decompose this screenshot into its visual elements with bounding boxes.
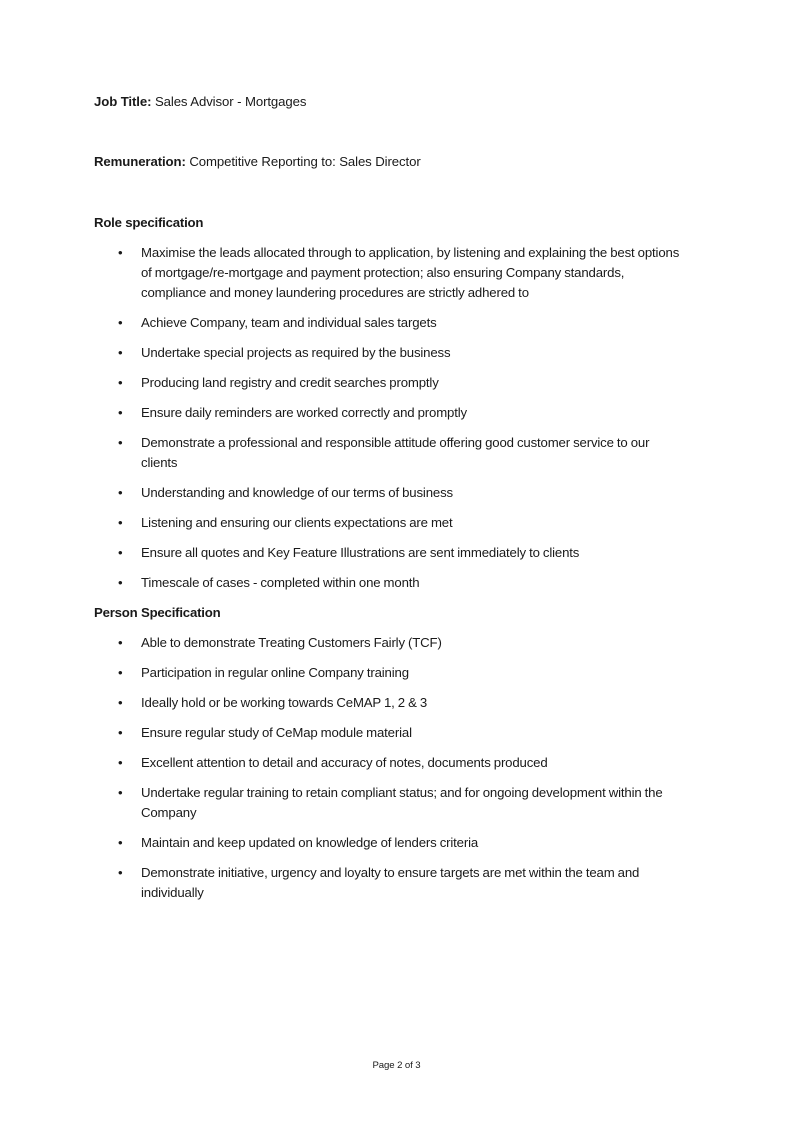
job-title-value: Sales Advisor - Mortgages [151, 94, 307, 109]
list-item-text: Ensure daily reminders are worked correctly and promptly [141, 405, 467, 420]
section-heading-role-specification: Role specification [94, 215, 204, 230]
bullet-icon: • [118, 485, 123, 500]
list-item-text: Listening and ensuring our clients expectations are met [141, 515, 453, 530]
list-item [94, 403, 684, 423]
list-item [94, 513, 684, 533]
list-item-text: Maximise the leads allocated through to application, by listening and explaining the best options of mortgage/re-mortgage and payment protection; also ensuring Company standards, compliance and money laundering procedures are strictly adhered to [141, 245, 680, 300]
list-item-text: Achieve Company, team and individual sales targets [141, 315, 437, 330]
list-item [94, 723, 684, 743]
spacer-before-person-specification [94, 593, 684, 603]
list-item-text: Ensure all quotes and Key Feature Illustrations are sent immediately to clients [141, 545, 580, 560]
bullet-icon: • [118, 755, 123, 770]
list-item-text: Undertake regular training to retain compliant status; and for ongoing development within the Company [141, 785, 663, 820]
list-item-text: Demonstrate a professional and responsible attitude offering good customer service to our clients [141, 435, 650, 470]
list-item [94, 633, 684, 653]
list-item [94, 373, 684, 393]
bullet-icon: • [118, 665, 123, 680]
bullet-icon: • [118, 245, 123, 260]
list-item [94, 833, 684, 853]
bullet-icon: • [118, 375, 123, 390]
list-item-text: Undertake special projects as required by the business [141, 345, 451, 360]
list-item [94, 313, 684, 333]
list-item-text: Able to demonstrate Treating Customers Fairly (TCF) [141, 635, 442, 650]
list-item [94, 243, 684, 303]
job-title-label: Job Title: [94, 94, 152, 109]
list-item [94, 483, 684, 503]
list-item [94, 543, 684, 563]
list-item [94, 753, 684, 773]
list-item [94, 663, 684, 683]
bullet-icon: • [118, 405, 123, 420]
bullet-icon: • [118, 315, 123, 330]
spacer-after-remuneration [94, 172, 684, 213]
remuneration-line [94, 152, 684, 172]
list-item-text: Ensure regular study of CeMap module material [141, 725, 412, 740]
bullet-icon: • [118, 725, 123, 740]
list-item-text: Demonstrate initiative, urgency and loyalty to ensure targets are met within the team and individually [141, 865, 640, 900]
bullet-icon: • [118, 575, 123, 590]
list-item [94, 433, 684, 473]
list-item-text: Excellent attention to detail and accuracy of notes, documents produced [141, 755, 548, 770]
list-item-text: Participation in regular online Company training [141, 665, 409, 680]
bullet-icon: • [118, 515, 123, 530]
list-item-text: Timescale of cases - completed within one month [141, 575, 420, 590]
list-item [94, 783, 684, 823]
role-specification-list [94, 243, 684, 593]
bullet-icon: • [118, 345, 123, 360]
list-item-text: Understanding and knowledge of our terms of business [141, 485, 453, 500]
remuneration-label: Remuneration: [94, 154, 186, 169]
remuneration-value: Competitive Reporting to: Sales Director [185, 154, 421, 169]
bullet-icon: • [118, 785, 123, 800]
list-item-text: Ideally hold or be working towards CeMAP 1, 2 & 3 [141, 695, 428, 710]
list-item [94, 863, 684, 903]
section-heading-person-specification: Person Specification [94, 605, 221, 620]
list-item-text: Maintain and keep updated on knowledge of lenders criteria [141, 835, 479, 850]
bullet-icon: • [118, 695, 123, 710]
list-item [94, 573, 684, 593]
bullet-icon: • [118, 865, 123, 880]
person-specification-list [94, 633, 684, 903]
bullet-icon: • [118, 835, 123, 850]
bullet-icon: • [118, 545, 123, 560]
page-footer: Page 2 of 3 [372, 1060, 421, 1071]
list-item [94, 693, 684, 713]
document-body [94, 92, 684, 903]
list-item-text: Producing land registry and credit searches promptly [141, 375, 439, 390]
list-item [94, 343, 684, 363]
job-title-line [94, 92, 684, 112]
spacer-after-job-title [94, 112, 684, 152]
bullet-icon: • [118, 435, 123, 450]
bullet-icon: • [118, 635, 123, 650]
